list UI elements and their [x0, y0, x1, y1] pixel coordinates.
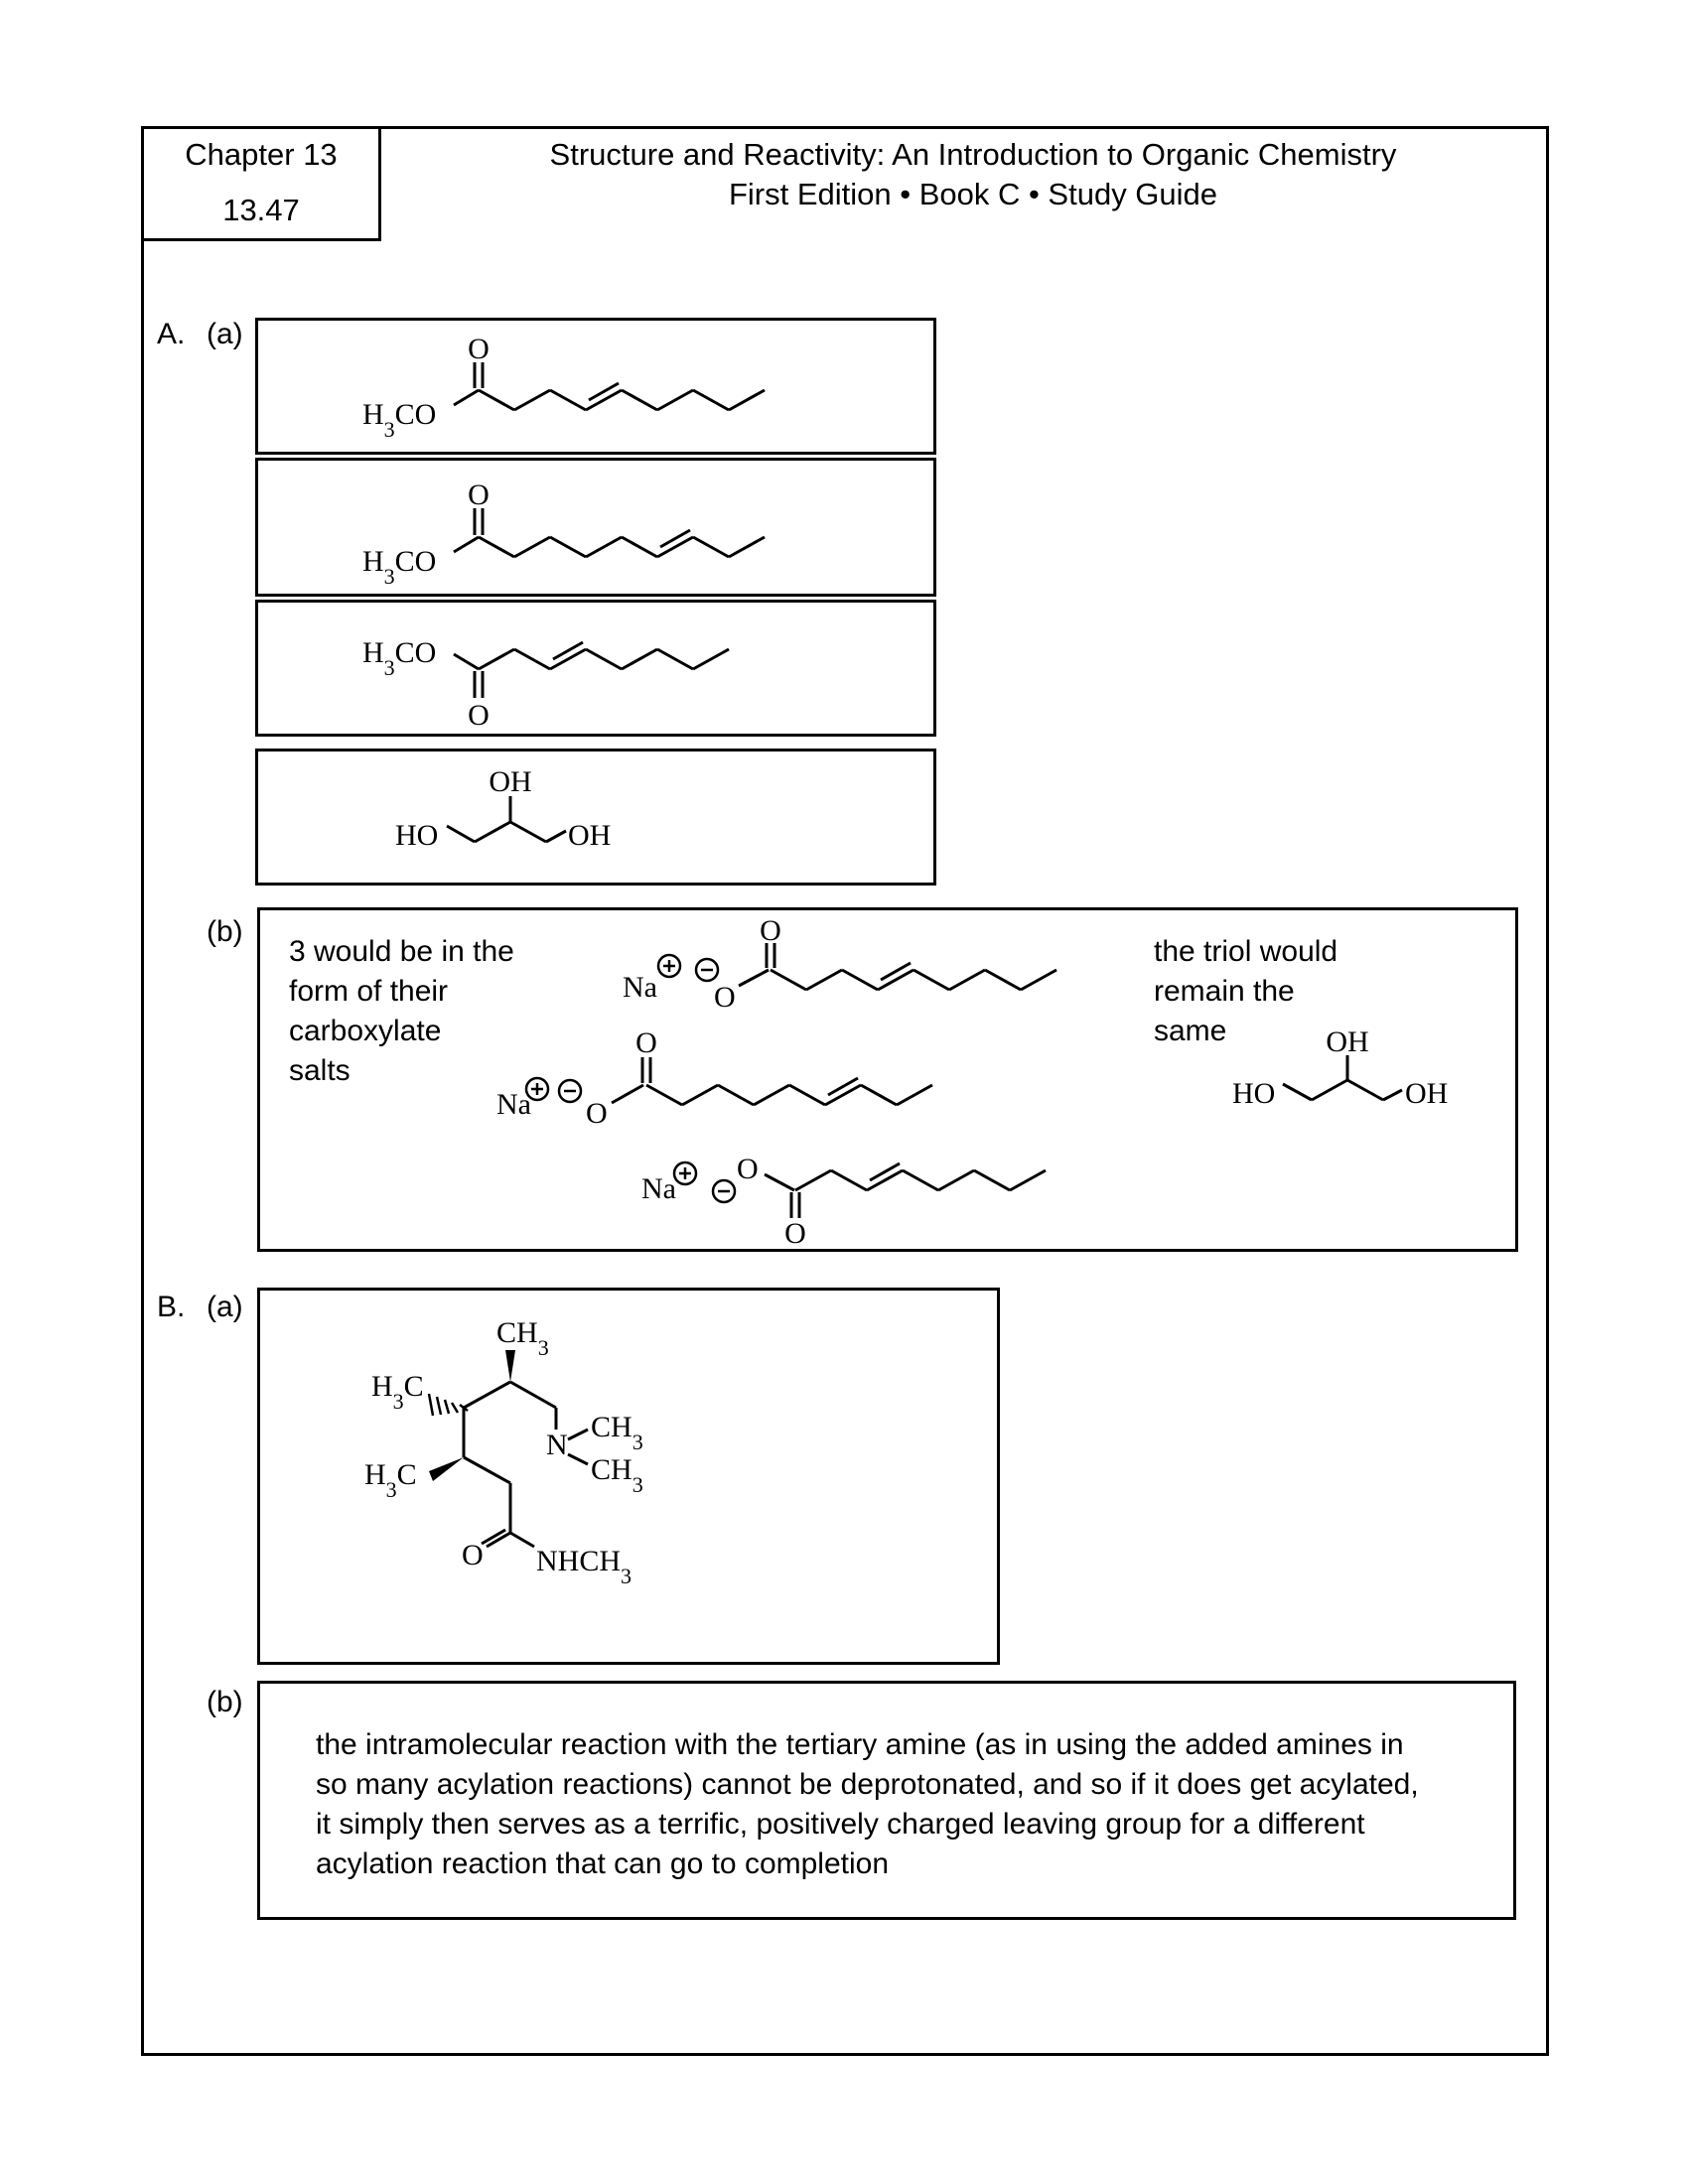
- amide-oxygen: O: [462, 1539, 484, 1571]
- chapter-label: Chapter 13: [185, 137, 338, 172]
- methoxy-group: $H_3CO$: [362, 545, 437, 589]
- methyl-top: $CH_3$: [496, 1316, 549, 1360]
- ester-structure-1: [258, 321, 939, 458]
- ester-box-1: [255, 318, 936, 455]
- part-b-sub-b-label: (b): [207, 1686, 243, 1718]
- amide-box: [257, 1288, 1000, 1665]
- part-a-sub-a-label: (a): [207, 318, 243, 350]
- carbonyl-oxygen: O: [635, 1026, 657, 1059]
- ester-box-3: [255, 600, 936, 737]
- glycerol-structure: [258, 751, 939, 888]
- book-title: Structure and Reactivity: An Introduction to Organic Chemistry: [549, 137, 1397, 172]
- salts-note-line-2: form of their: [289, 975, 449, 1008]
- problem-number: 13.47: [222, 193, 300, 227]
- sodium-ion: Na: [623, 971, 657, 1004]
- salts-box: [257, 907, 1518, 1252]
- part-a-sub-b-label: (b): [207, 915, 243, 948]
- book-subtitle: First Edition • Book C • Study Guide: [728, 177, 1218, 211]
- ester-structure-2: [258, 461, 939, 600]
- carbonyl-oxygen: O: [468, 478, 490, 511]
- hydroxyl-left: HO: [395, 819, 439, 852]
- sodium-ion: Na: [496, 1088, 531, 1121]
- carboxylate-oxygen: O: [714, 981, 736, 1014]
- hydroxyl-left: HO: [1232, 1077, 1276, 1110]
- triol-note-line-1: the triol would: [1154, 935, 1338, 968]
- salts-note-line-4: salts: [289, 1054, 351, 1087]
- amine-nitrogen: N: [546, 1429, 568, 1461]
- hydroxyl-right: OH: [568, 819, 612, 852]
- carbonyl-oxygen: O: [760, 914, 781, 947]
- wedge-bond-top: [505, 1350, 515, 1382]
- wedge-bond-left: [429, 1457, 464, 1481]
- explanation-line-2: so many acylation reactions) cannot be deprotonated, and so if it does get acylated,: [316, 1768, 1419, 1801]
- carboxylate-salt-2: [496, 1026, 932, 1130]
- hashed-bond: [429, 1394, 468, 1416]
- chapter-box: [141, 126, 381, 241]
- triol-note-line-2: remain the: [1154, 975, 1295, 1008]
- hydroxyl-right: OH: [1405, 1077, 1449, 1110]
- glycerol-box: [255, 749, 936, 886]
- n-methyl-2: $CH_3$: [591, 1453, 643, 1497]
- salts-note-line-1: 3 would be in the: [289, 935, 514, 968]
- carbonyl-oxygen: O: [784, 1217, 806, 1250]
- amide-structure: [260, 1291, 1003, 1668]
- explanation-line-4: acylation reaction that can go to completion: [316, 1847, 890, 1880]
- carboxylate-oxygen: O: [737, 1153, 759, 1185]
- carbonyl-oxygen: O: [468, 333, 490, 365]
- part-b-sub-a-label: (a): [207, 1291, 243, 1323]
- sodium-ion: Na: [641, 1172, 676, 1205]
- carbonyl-oxygen: O: [468, 699, 490, 732]
- explanation-text: [316, 1725, 1507, 1884]
- part-b-label: B.: [157, 1291, 186, 1323]
- carboxylate-salt-1: [623, 914, 1056, 1014]
- n-methyl-1: $CH_3$: [591, 1411, 643, 1454]
- ester-structure-3: [258, 603, 939, 740]
- methoxy-group: $H_3CO$: [362, 636, 437, 680]
- methyl-left-1: $H_3C$: [371, 1370, 424, 1414]
- methyl-left-2: $H_3C$: [364, 1458, 417, 1502]
- amide-nitrogen: $NHCH_3$: [536, 1545, 633, 1588]
- glycerol-structure: [1232, 1025, 1448, 1110]
- hydroxyl-center: OH: [1326, 1025, 1369, 1058]
- carboxylate-salt-3: [641, 1153, 1046, 1250]
- methoxy-group: $H_3CO$: [362, 398, 437, 442]
- carboxylate-oxygen: O: [586, 1097, 608, 1130]
- explanation-line-3: it simply then serves as a terrific, positively charged leaving group for a different: [316, 1808, 1365, 1841]
- salts-note-line-3: carboxylate: [289, 1015, 442, 1047]
- triol-note-line-3: same: [1154, 1015, 1227, 1047]
- ester-box-2: [255, 458, 936, 597]
- explanation-line-1: the intramolecular reaction with the tertiary amine (as in using the added amines in: [316, 1728, 1404, 1761]
- part-a-label: A.: [157, 318, 186, 350]
- carboxylate-structures: [260, 910, 1521, 1255]
- hydroxyl-center: OH: [489, 765, 532, 798]
